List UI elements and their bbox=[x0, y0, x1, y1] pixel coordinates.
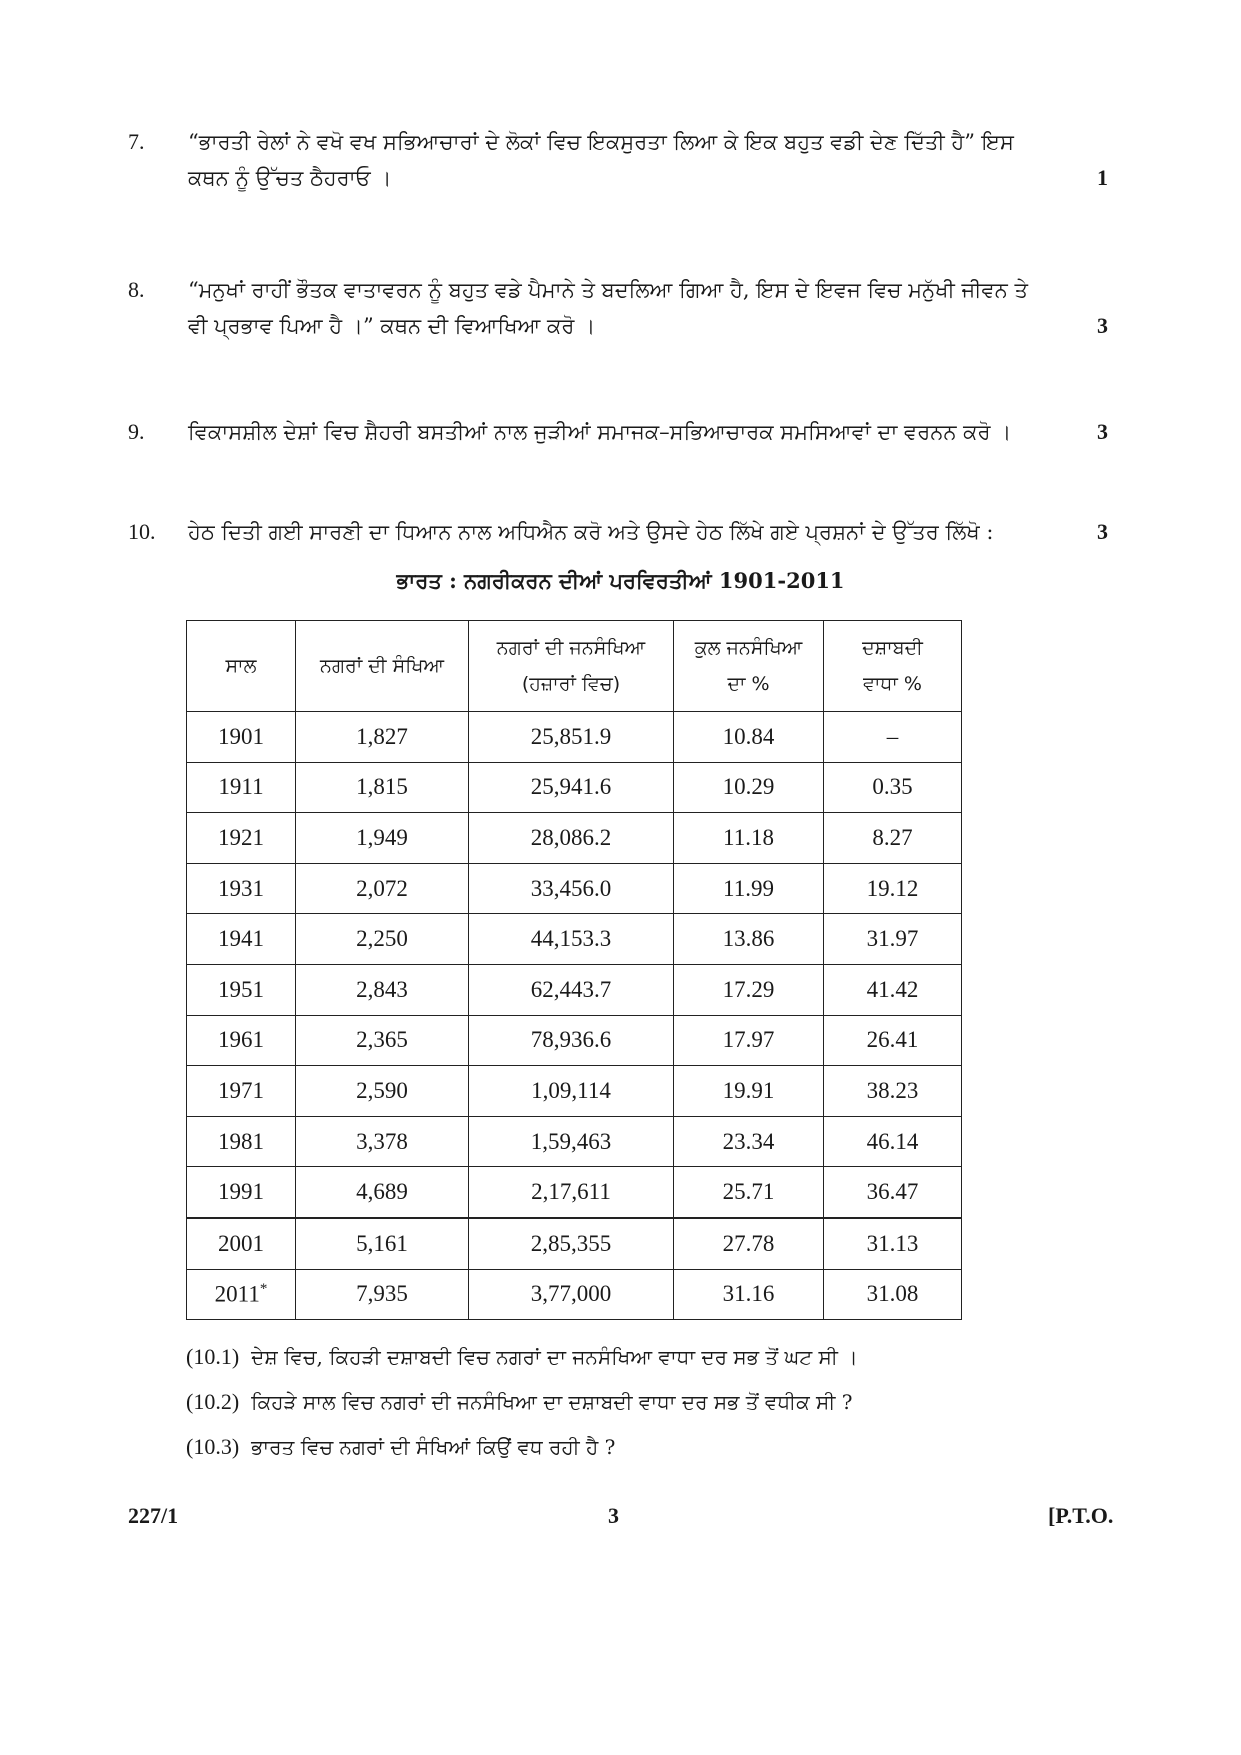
cell-urban-population: 2,85,355 bbox=[469, 1218, 674, 1269]
question-text-line: ਵੀ ਪ੍ਰਭਾਵ ਪਿਆ ਹੈ ।” ਕਥਨ ਦੀ ਵਿਆਖਿਆ ਕਰੋ । bbox=[188, 314, 596, 338]
cell-year: 1961 bbox=[187, 1015, 296, 1066]
cell-year: 2001 bbox=[187, 1218, 296, 1269]
table-body bbox=[187, 712, 962, 1320]
cell-percent-total: 27.78 bbox=[674, 1218, 824, 1269]
cell-percent-total: 13.86 bbox=[674, 914, 824, 965]
question-marks: 3 bbox=[1097, 419, 1108, 444]
cell-year: 1901 bbox=[187, 712, 296, 763]
cell-town-count: 3,378 bbox=[296, 1116, 469, 1167]
cell-year: 1991 bbox=[187, 1167, 296, 1218]
cell-percent-total: 25.71 bbox=[674, 1167, 824, 1218]
cell-percent-total: 10.84 bbox=[674, 712, 824, 763]
cell-town-count: 1,949 bbox=[296, 813, 469, 864]
pto-label: [P.T.O. bbox=[1048, 1503, 1114, 1528]
cell-decadal-growth: 8.27 bbox=[824, 813, 962, 864]
table-row bbox=[187, 1066, 962, 1117]
header-year: ਸਾਲ bbox=[187, 621, 296, 712]
cell-urban-population: 33,456.0 bbox=[469, 863, 674, 914]
sub-question-10-1: (10.1) ਦੇਸ਼ ਵਿਚ, ਕਿਹੜੀ ਦਸ਼ਾਬਦੀ ਵਿਚ ਨਗਰਾਂ ਦਾ ਜਨਸੰਖਿਆ ਵਾਧਾ ਦਰ ਸਭ ਤੋਂ ਘਟ ਸੀ । bbox=[186, 1344, 858, 1369]
table-row bbox=[187, 1269, 962, 1320]
cell-decadal-growth: – bbox=[824, 712, 962, 763]
cell-percent-total: 31.16 bbox=[674, 1269, 824, 1320]
cell-urban-population: 78,936.6 bbox=[469, 1015, 674, 1066]
footnote-mark: * bbox=[259, 1281, 268, 1297]
cell-urban-population: 2,17,611 bbox=[469, 1167, 674, 1218]
cell-urban-population: 62,443.7 bbox=[469, 964, 674, 1015]
cell-town-count: 2,365 bbox=[296, 1015, 469, 1066]
cell-town-count: 2,250 bbox=[296, 914, 469, 965]
cell-percent-total: 11.99 bbox=[674, 863, 824, 914]
question-marks: 3 bbox=[1097, 313, 1108, 338]
cell-urban-population: 25,941.6 bbox=[469, 762, 674, 813]
table-row bbox=[187, 1218, 962, 1269]
cell-year: 1981 bbox=[187, 1116, 296, 1167]
question-text-line: “ਮਨੁਖਾਂ ਰਾਹੀਂ ਭੌਤਕ ਵਾਤਾਵਰਨ ਨੂੰ ਬਹੁਤ ਵਡੇ ਪੈਮਾਨੇ ਤੇ ਬਦਲਿਆ ਗਿਆ ਹੈ, ਇਸ ਦੇ ਇਵਜ ਵਿਚ ਮਨੁੱਖੀ ਜੀਵਨ ਤੇ bbox=[188, 278, 1028, 302]
cell-town-count: 2,072 bbox=[296, 863, 469, 914]
question-marks: 1 bbox=[1097, 165, 1108, 190]
cell-year: 1951 bbox=[187, 964, 296, 1015]
question-text-line: “ਭਾਰਤੀ ਰੇਲਾਂ ਨੇ ਵਖੋ ਵਖ ਸਭਿਆਚਾਰਾਂ ਦੇ ਲੋਕਾਂ ਵਿਚ ਇਕਸੁਰਤਾ ਲਿਆ ਕੇ ਇਕ ਬਹੁਤ ਵਡੀ ਦੇਣ ਦਿੱਤੀ ਹੈ” ਇਸ bbox=[188, 130, 1014, 154]
cell-urban-population: 1,59,463 bbox=[469, 1116, 674, 1167]
cell-urban-population: 44,153.3 bbox=[469, 914, 674, 965]
table-row bbox=[187, 914, 962, 965]
cell-decadal-growth: 0.35 bbox=[824, 762, 962, 813]
page-number: 3 bbox=[608, 1503, 619, 1528]
question-text-line: ਹੇਠ ਦਿਤੀ ਗਈ ਸਾਰਣੀ ਦਾ ਧਿਆਨ ਨਾਲ ਅਧਿਐਨ ਕਰੋ ਅਤੇ ਉਸਦੇ ਹੇਠ ਲਿੱਖੇ ਗਏ ਪ੍ਰਸ਼ਨਾਂ ਦੇ ਉੱਤਰ ਲਿੱਖੋ : bbox=[188, 520, 994, 544]
sub-question-10-3: (10.3) ਭਾਰਤ ਵਿਚ ਨਗਰਾਂ ਦੀ ਸੰਖਿਆਂ ਕਿਉਂ ਵਧ ਰਹੀ ਹੈ ? bbox=[186, 1434, 616, 1459]
sub-question-10-2: (10.2) ਕਿਹੜੇ ਸਾਲ ਵਿਚ ਨਗਰਾਂ ਦੀ ਜਨਸੰਖਿਆ ਦਾ ਦਸ਼ਾਬਦੀ ਵਾਧਾ ਦਰ ਸਭ ਤੋਂ ਵਧੀਕ ਸੀ ? bbox=[186, 1389, 853, 1414]
cell-percent-total: 11.18 bbox=[674, 813, 824, 864]
cell-percent-total: 23.34 bbox=[674, 1116, 824, 1167]
cell-town-count: 2,843 bbox=[296, 964, 469, 1015]
table-row bbox=[187, 1167, 962, 1218]
header-urban-population: ਨਗਰਾਂ ਦੀ ਜਨਸੰਖਿਆ (ਹਜ਼ਾਰਾਂ ਵਿਚ) bbox=[469, 621, 674, 712]
cell-decadal-growth: 26.41 bbox=[824, 1015, 962, 1066]
cell-town-count: 4,689 bbox=[296, 1167, 469, 1218]
cell-decadal-growth: 36.47 bbox=[824, 1167, 962, 1218]
question-number: 7. bbox=[128, 129, 145, 154]
cell-decadal-growth: 31.97 bbox=[824, 914, 962, 965]
paper-code: 227/1 bbox=[128, 1503, 179, 1528]
question-text-line: ਵਿਕਾਸਸ਼ੀਲ ਦੇਸ਼ਾਂ ਵਿਚ ਸ਼ੈਹਰੀ ਬਸਤੀਆਂ ਨਾਲ ਜੁੜੀਆਂ ਸਮਾਜਕ–ਸਭਿਆਚਾਰਕ ਸਮਸਿਆਵਾਂ ਦਾ ਵਰਨਨ ਕਰੋ । bbox=[188, 420, 1012, 444]
cell-urban-population: 1,09,114 bbox=[469, 1066, 674, 1117]
table-row bbox=[187, 712, 962, 763]
cell-decadal-growth: 46.14 bbox=[824, 1116, 962, 1167]
table-caption: ਭਾਰਤ : ਨਗਰੀਕਰਨ ਦੀਆਂ ਪਰਵਿਰਤੀਆਂ 1901-2011 bbox=[396, 568, 845, 593]
cell-year: 1971 bbox=[187, 1066, 296, 1117]
table-header-row bbox=[187, 621, 962, 712]
cell-decadal-growth: 31.13 bbox=[824, 1218, 962, 1269]
cell-town-count: 1,815 bbox=[296, 762, 469, 813]
cell-year: 1921 bbox=[187, 813, 296, 864]
table-row bbox=[187, 1015, 962, 1066]
cell-percent-total: 17.29 bbox=[674, 964, 824, 1015]
cell-town-count: 2,590 bbox=[296, 1066, 469, 1117]
urbanization-table bbox=[186, 620, 962, 1320]
question-number: 9. bbox=[128, 419, 145, 444]
cell-decadal-growth: 41.42 bbox=[824, 964, 962, 1015]
cell-town-count: 1,827 bbox=[296, 712, 469, 763]
cell-year: 1941 bbox=[187, 914, 296, 965]
cell-decadal-growth: 38.23 bbox=[824, 1066, 962, 1117]
cell-year: 2011* bbox=[187, 1269, 296, 1320]
cell-town-count: 5,161 bbox=[296, 1218, 469, 1269]
table-row bbox=[187, 1116, 962, 1167]
header-town-count: ਨਗਰਾਂ ਦੀ ਸੰਖਿਆ bbox=[296, 621, 469, 712]
cell-percent-total: 17.97 bbox=[674, 1015, 824, 1066]
cell-decadal-growth: 31.08 bbox=[824, 1269, 962, 1320]
cell-year: 1911 bbox=[187, 762, 296, 813]
header-decadal-growth: ਦਸ਼ਾਬਦੀ ਵਾਧਾ % bbox=[824, 621, 962, 712]
table-row bbox=[187, 813, 962, 864]
question-text-line: ਕਥਨ ਨੂੰ ਉੱਚਤ ਠੈਹਰਾਓ । bbox=[188, 166, 392, 190]
cell-urban-population: 3,77,000 bbox=[469, 1269, 674, 1320]
table-row bbox=[187, 964, 962, 1015]
table-row bbox=[187, 863, 962, 914]
question-number: 8. bbox=[128, 277, 145, 302]
cell-urban-population: 28,086.2 bbox=[469, 813, 674, 864]
question-number: 10. bbox=[128, 519, 156, 544]
header-percent-total: ਕੁਲ ਜਨਸੰਖਿਆ ਦਾ % bbox=[674, 621, 824, 712]
cell-urban-population: 25,851.9 bbox=[469, 712, 674, 763]
cell-percent-total: 19.91 bbox=[674, 1066, 824, 1117]
table-row bbox=[187, 762, 962, 813]
cell-decadal-growth: 19.12 bbox=[824, 863, 962, 914]
cell-year: 1931 bbox=[187, 863, 296, 914]
cell-town-count: 7,935 bbox=[296, 1269, 469, 1320]
cell-percent-total: 10.29 bbox=[674, 762, 824, 813]
question-marks: 3 bbox=[1097, 519, 1108, 544]
